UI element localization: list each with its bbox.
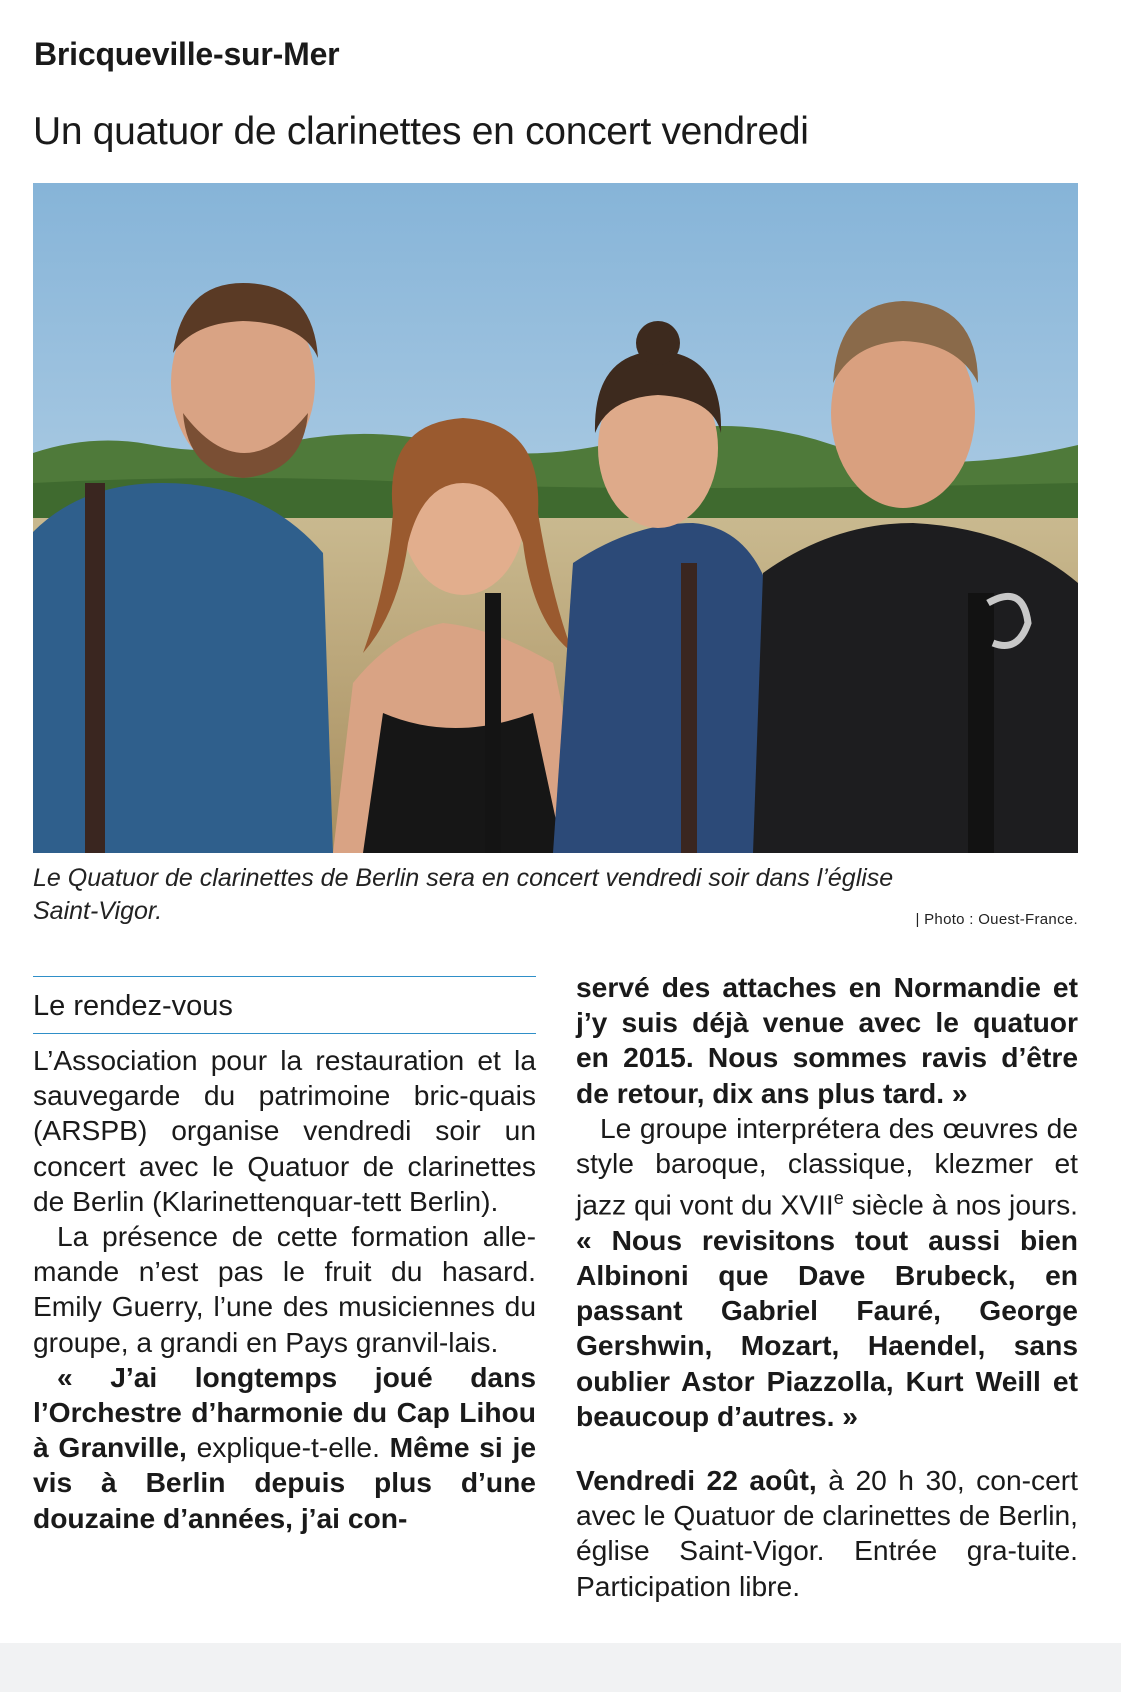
caption-line-2: Saint-Vigor. [33, 897, 163, 925]
attribution: explique-t-elle. [186, 1431, 390, 1464]
paragraph-4 [576, 970, 1078, 1111]
bottom-band [0, 1643, 1121, 1692]
kicker-rule-bottom [33, 1033, 536, 1034]
paragraph-5 [576, 1111, 1078, 1434]
event-date: Vendredi 22 août, [576, 1464, 817, 1497]
repertoire-text-2: siècle à nos jours. [843, 1188, 1078, 1221]
paragraph-3 [33, 1360, 536, 1536]
photo-clarinet-quartet-icon [33, 183, 1078, 853]
photo-credit: | Photo : Ouest-France. [915, 911, 1078, 928]
repertoire-quote: « Nous revisitons tout aussi bien Albinoni que Dave Brubeck, en passant Gabriel Fauré, George Gershwin, Mozart, Haendel, sans oublier Astor Piazzolla, Kurt Weill et beaucoup d’autres. » [576, 1223, 1078, 1432]
headline: Un quatuor de clarinettes en concert vendredi [33, 110, 809, 153]
paragraph-1: L’Association pour la restauration et la sauvegarde du patrimoine bric-quais (ARSPB) organise vendredi soir un concert avec le Quatuor de clarinettes de Berlin (Klarinettenquar-tett Berlin). [33, 1044, 536, 1217]
paragraph-2: La présence de cette formation alle-mande n’est pas le fruit du hasard. Emily Guerry, l’une des musiciennes du groupe, a grandi en Pays granvil-lais. [33, 1220, 536, 1358]
left-column [33, 1043, 536, 1536]
event-details: à 20 h 30, con-cert avec le Quatuor de clarinettes de Berlin, église Saint-Vigor. Entrée gra-tuite. Participation libre. [576, 1464, 1078, 1602]
right-column [576, 970, 1078, 1604]
section-kicker: Le rendez-vous [33, 990, 233, 1022]
century-superscript: e [833, 1188, 844, 1209]
repertoire-text: Le groupe interprétera des œuvres de style baroque, classique, klezmer et jazz qui vont du XVII [576, 1111, 1078, 1221]
kicker-rule-top [33, 976, 536, 977]
dateline: Bricqueville-sur-Mer [34, 36, 340, 72]
caption-line-1: Le Quatuor de clarinettes de Berlin sera en concert vendredi soir dans l’église [33, 864, 894, 892]
quote-continuation: servé des attaches en Normandie et j’y suis déjà venue avec le quatuor en 2015. Nous sommes ravis d’être de retour, dix ans plus tard. » [576, 971, 1078, 1109]
quote-part-a: « J’ai longtemps joué dans l’Orchestre d’harmonie du Cap Lihou à Granville, [33, 1360, 536, 1464]
quote-part-b: Même si je vis à Berlin depuis plus d’une douzaine d’années, j’ai con- [33, 1431, 536, 1534]
article-photo [33, 183, 1078, 853]
practical-info [576, 1463, 1078, 1604]
